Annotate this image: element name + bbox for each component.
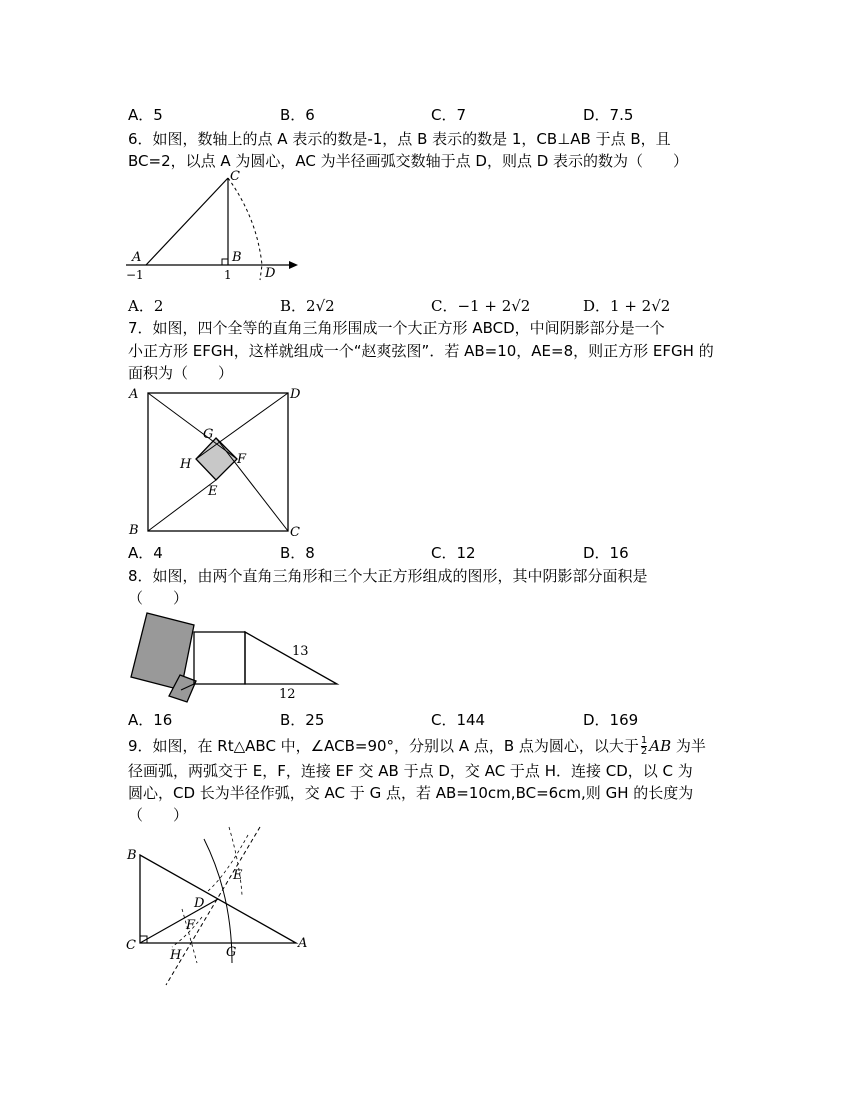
label-e: E (233, 868, 243, 883)
q5-option-a[interactable]: A．5 (128, 106, 163, 124)
q6-options (128, 296, 768, 316)
q5-options (128, 105, 768, 125)
label-h: H (180, 457, 192, 472)
label-b: B (232, 250, 242, 265)
segment-c (216, 438, 288, 531)
label-13: 13 (292, 644, 309, 659)
label-e: E (208, 484, 218, 499)
label-f: F (237, 452, 247, 467)
q9-text-line4: （ ） (128, 806, 189, 824)
q8-option-c[interactable]: C．144 (431, 711, 486, 729)
label-g: G (226, 945, 237, 960)
q5-option-c[interactable]: C．7 (431, 106, 467, 124)
label-c: C (230, 169, 240, 184)
q9-text-line3: 圆心，CD 长为半径作弧，交 AC 于 G 点，若 AB=10cm,BC=6cm,则 GH 的长度为 (128, 784, 694, 802)
q6-text-line2: BC=2，以点 A 为圆心，AC 为半径画弧交数轴于点 D，则点 D 表示的数为（ ） (128, 152, 689, 170)
arc-upper-1 (229, 827, 242, 895)
q7-text-line3: 面积为（ ） (128, 364, 234, 382)
q8-text-line1: 8．如图，由两个直角三角形和三个大正方形组成的图形，其中阴影部分面积是 (128, 567, 648, 585)
q9-construction-figure (122, 825, 322, 990)
q7-option-d[interactable]: D．16 (583, 544, 629, 562)
label-a: A (132, 250, 142, 265)
segment-d (196, 393, 288, 459)
q6-option-b[interactable]: B．2√2 (280, 297, 335, 315)
fraction-one-half: $\frac{1}{2}$ (640, 735, 648, 757)
q7-option-c[interactable]: C．12 (431, 544, 476, 562)
tick-label-1: 1 (224, 268, 232, 282)
number-line-arrow (289, 261, 298, 269)
q7-option-a[interactable]: A．4 (128, 544, 163, 562)
q8-squares-figure (126, 610, 346, 705)
segment-ac (146, 178, 228, 265)
q9-line1-pre: 9．如图，在 Rt△ABC 中，∠ACB=90°，分别以 A 点，B 点为圆心，以大于 (128, 737, 639, 755)
q6-option-a[interactable]: A．2 (128, 297, 164, 315)
q5-option-d[interactable]: D．7.5 (583, 106, 634, 124)
q8-options (128, 710, 768, 730)
q8-text-line2: （ ） (128, 589, 189, 607)
segment-cd (140, 899, 218, 943)
label-d: D (290, 387, 301, 402)
label-12: 12 (279, 687, 296, 702)
q6-option-c[interactable]: C．−1 + 2√2 (431, 297, 531, 315)
q6-text-line1: 6．如图，数轴上的点 A 表示的数是-1，点 B 表示的数是 1，CB⊥AB 于点 B，且 (128, 130, 671, 148)
middle-square (194, 632, 245, 684)
q7-zhao-shuang-figure (124, 382, 314, 542)
right-triangle (245, 632, 337, 684)
q7-option-b[interactable]: B．8 (280, 544, 315, 562)
q7-options (128, 543, 768, 563)
q8-option-b[interactable]: B．25 (280, 711, 325, 729)
q9-text-line1 (128, 736, 706, 757)
label-d: D (194, 896, 205, 911)
segment-b (148, 480, 216, 531)
label-g: G (203, 427, 214, 442)
q8-option-d[interactable]: D．169 (583, 711, 639, 729)
q5-option-b[interactable]: B．6 (280, 106, 315, 124)
label-c: C (290, 525, 300, 540)
q7-text-line2: 小正方形 EFGH，这样就组成一个“赵爽弦图”．若 AB=10，AE=8，则正方形 EFGH 的 (128, 342, 714, 360)
label-h: H (170, 948, 182, 963)
label-d: D (265, 266, 276, 281)
label-c: C (126, 938, 136, 953)
label-b: B (129, 523, 139, 538)
label-b: B (127, 848, 137, 863)
q9-line1-post: 为半 (675, 737, 706, 755)
q6-option-d[interactable]: D．1 + 2√2 (583, 297, 671, 315)
q9-text-line2: 径画弧，两弧交于 E，F，连接 EF 交 AB 于点 D，交 AC 于点 H．连接 CD，以 C 为 (128, 762, 693, 780)
q8-option-a[interactable]: A．16 (128, 711, 173, 729)
q7-text-line1: 7．如图，四个全等的直角三角形围成一个大正方形 ABCD，中间阴影部分是一个 (128, 319, 665, 337)
label-f: F (186, 918, 196, 933)
q9-line1-math: AB (649, 737, 672, 755)
right-angle-mark (222, 259, 228, 265)
label-a: A (129, 387, 139, 402)
label-a: A (298, 936, 308, 951)
tick-label-minus1: −1 (126, 268, 144, 282)
segment-a (148, 393, 237, 459)
q6-number-line-figure (122, 168, 312, 283)
